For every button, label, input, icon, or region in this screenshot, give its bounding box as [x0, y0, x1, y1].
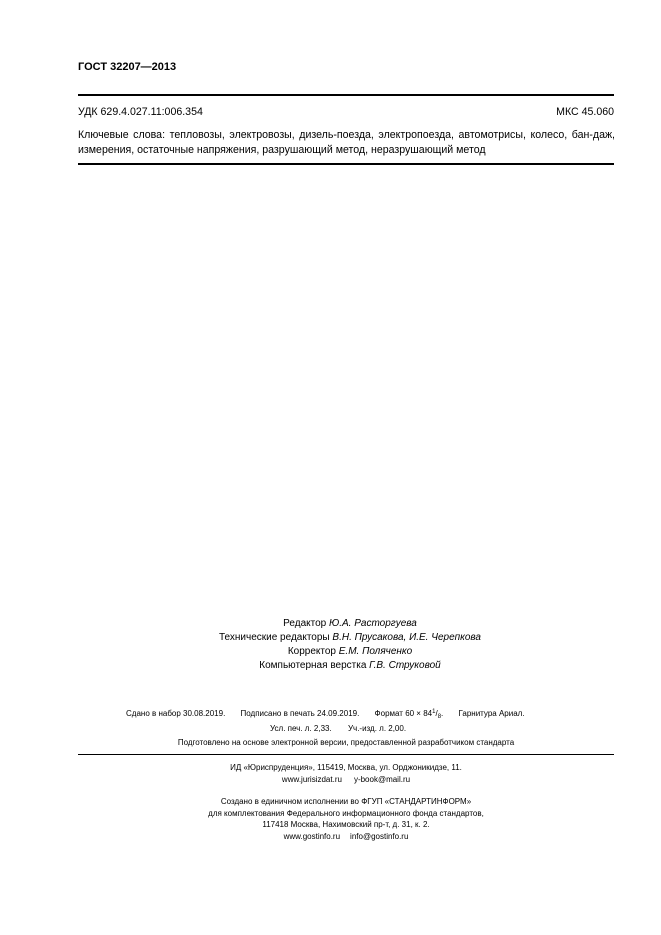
publisher-site-link[interactable]: www.jurisizdat.ru [281, 774, 342, 784]
corrector-line [160, 645, 540, 659]
format-numerator: 1 [432, 709, 436, 715]
format-denominator: 8 [437, 714, 442, 720]
creator-line-2: для комплектования Федерального информационного фонда стандартов, [208, 808, 484, 818]
print-info-row [126, 709, 576, 720]
creator-email-link[interactable]: info@gostinfo.ru [350, 831, 409, 841]
top-divider [78, 94, 614, 96]
creator-line-3: 117418 Москва, Нахимовский пр-т, д. 31, к. 2. [262, 820, 430, 829]
printed-sheets: Усл. печ. л. 2,33. [270, 724, 332, 733]
publisher-email-link[interactable]: y-book@mail.ru [353, 774, 411, 784]
publisher-address: ИД «Юриспруденция», 115419, Москва, ул. Орджоникидзе, 11. [230, 763, 462, 772]
creator-block [78, 796, 614, 842]
publisher-contacts [78, 774, 614, 786]
mks-code: МКС 45.060 [556, 106, 614, 118]
corrector-label: Корректор [287, 646, 336, 657]
paper-format: Формат $60 \times 84^1/_8$. [374, 709, 444, 720]
layout-label: Компьютерная верстка [259, 660, 367, 671]
tech-editors-line [160, 631, 540, 645]
editor-label: Редактор [283, 618, 327, 629]
keywords: Ключевые слова: тепловозы, электровозы, дизель-поезда, электропоезда, автомотрисы, колесо, бан-даж, измерения, остаточные напряжения, разрушающий метод, неразрушающий метод [78, 129, 615, 156]
bottom-divider [78, 754, 614, 755]
print-sheets-row [270, 724, 420, 733]
signed-date: Подписано в печать 24.09.2019. [240, 709, 360, 718]
tech-editors-label: Технические редакторы [218, 632, 330, 643]
submitted-date: Сдано в набор 30.08.2019. [126, 709, 226, 718]
creator-site-link[interactable]: www.gostinfo.ru [283, 831, 341, 841]
editor-line [160, 617, 540, 631]
layout-line [160, 659, 540, 673]
publisher-block [78, 762, 614, 785]
corrector-name: Е.М. Поляченко [338, 646, 413, 657]
layout-name: Г.В. Струковой [369, 660, 441, 671]
creator-line-1: Создано в единичном исполнении во ФГУП «СТАНДАРТИНФОРМ» [220, 797, 472, 806]
credits-block [160, 617, 540, 673]
prepared-note: Подготовлено на основе электронной версии, предоставленной разработчиком стандарта [177, 738, 515, 747]
publishing-sheets: Уч.-изд. л. 2,00. [347, 724, 407, 733]
typeface: Гарнитура Ариал. [458, 709, 525, 718]
tech-editors-names: В.Н. Прусакова, И.Е. Черепкова [332, 632, 481, 643]
keywords-divider [78, 163, 614, 165]
editor-name: Ю.А. Расторгуева [328, 618, 417, 629]
document-code: ГОСТ 32207—2013 [78, 61, 177, 73]
creator-contacts [78, 831, 614, 843]
udc-code: УДК 629.4.027.11:006.354 [78, 106, 203, 118]
